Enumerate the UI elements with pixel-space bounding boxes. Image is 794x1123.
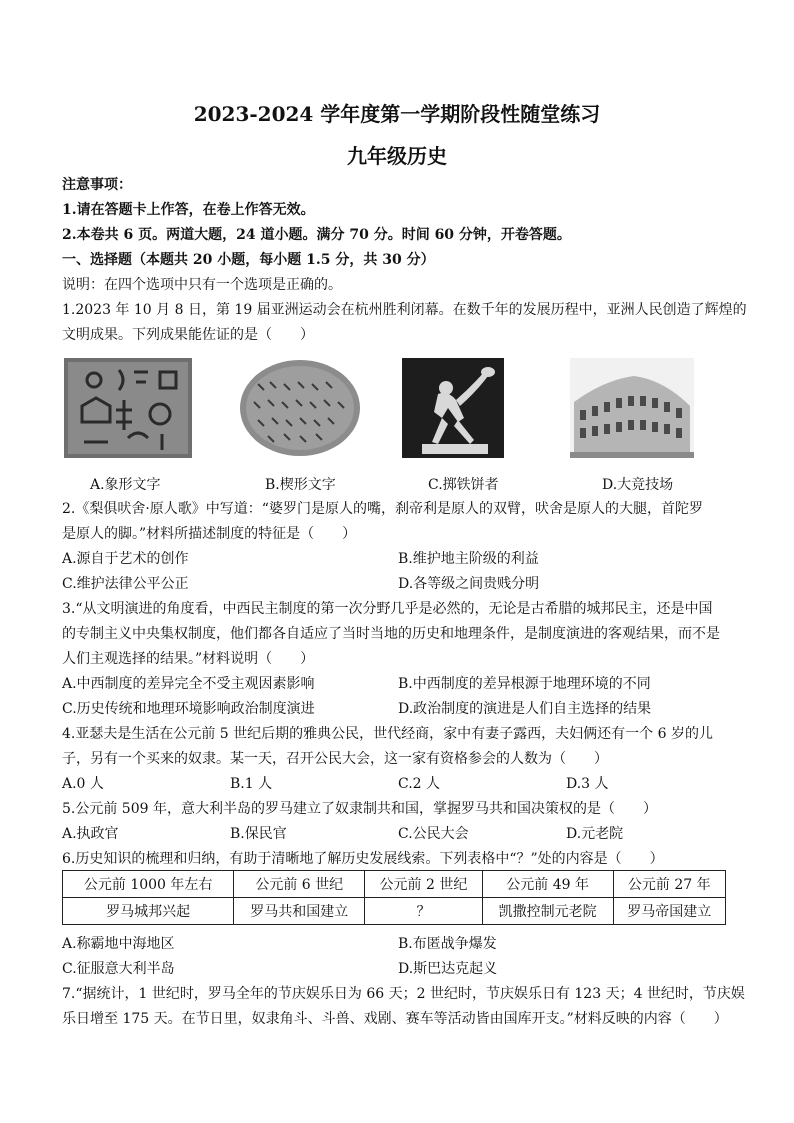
q3-line-3: 人们主观选择的结果。”材料说明（ ）: [62, 651, 315, 667]
q1-option-c: C.掷铁饼者: [428, 477, 499, 493]
cuneiform-tablet-icon: [236, 358, 364, 458]
section-instruction: 说明：在四个选项中只有一个选项是正确的。: [62, 277, 342, 293]
q4-line-1: 4.亚瑟夫是生活在公元前 5 世纪后期的雅典公民，世代经商，家中有妻子露西，夫妇俩还有一个 6 岁的儿: [62, 726, 713, 742]
q2-option-c: C.维护法律公平公正: [62, 576, 189, 592]
q2-option-b: B.维护地主阶级的利益: [398, 551, 539, 567]
notes-item-1: 1.请在答题卡上作答，在卷上作答无效。: [62, 202, 315, 218]
table-cell: 公元前 27 年: [613, 871, 725, 898]
table-row-events: [63, 898, 726, 925]
q3-option-d: D.政治制度的演进是人们自主选择的结果: [398, 701, 652, 717]
q3-option-c: C.历史传统和地理环境影响政治制度演进: [62, 701, 315, 717]
table-cell: 公元前 6 世纪: [234, 871, 365, 898]
q7-line-1: 7.“据统计，1 世纪时，罗马全年的节庆娱乐日为 66 天；2 世纪时，节庆娱乐日有 123 天；4 世纪时，节庆娱: [62, 986, 745, 1002]
q1-option-b: B.楔形文字: [265, 477, 336, 493]
hieroglyph-tablet-icon: [64, 358, 192, 458]
q4-option-d: D.3 人: [566, 776, 609, 792]
table-cell: 公元前 2 世纪: [365, 871, 482, 898]
discobolus-statue-icon: [402, 358, 504, 458]
table-cell: 罗马共和国建立: [234, 898, 365, 925]
table-cell: 罗马城邦兴起: [63, 898, 234, 925]
q1-line-1: 1.2023 年 10 月 8 日，第 19 届亚洲运动会在杭州胜利闭幕。在数千年的发展历程中，亚洲人民创造了辉煌的: [62, 302, 747, 318]
table-cell: 罗马帝国建立: [613, 898, 725, 925]
q5-option-d: D.元老院: [566, 826, 624, 842]
q5-line-1: 5.公元前 509 年，意大利半岛的罗马建立了奴隶制共和国，掌握罗马共和国决策权的是（ ）: [62, 801, 657, 817]
q3-option-b: B.中西制度的差异根源于地理环境的不同: [398, 676, 651, 692]
q7-line-2: 乐日增至 175 天。在节日里，奴隶角斗、斗兽、戏剧、赛车等活动皆由国库开支。”材料反映的内容（ ）: [62, 1011, 728, 1027]
section-heading: 一、选择题（本题共 20 小题，每小题 1.5 分，共 30 分）: [62, 252, 435, 268]
exam-title: 2023-2024 学年度第一学期阶段性随堂练习: [193, 102, 601, 126]
table-cell: 凯撒控制元老院: [482, 898, 613, 925]
q5-option-c: C.公民大会: [398, 826, 469, 842]
q2-line-1: 2.《梨俱吠舍·原人歌》中写道：“婆罗门是原人的嘴，刹帝利是原人的双臂，吠舍是原人的大腿，首陀罗: [62, 501, 703, 517]
q1-line-2: 文明成果。下列成果能佐证的是（ ）: [62, 327, 314, 343]
q5-option-a: A.执政官: [62, 826, 119, 842]
table-cell: 公元前 49 年: [482, 871, 613, 898]
table-cell: 公元前 1000 年左右: [63, 871, 234, 898]
q4-option-c: C.2 人: [398, 776, 441, 792]
exam-subtitle: 九年级历史: [347, 144, 447, 168]
q3-line-2: 的专制主义中央集权制度，他们都各自适应了当时当地的历史和地理条件，是制度演进的客观结果，而不是: [62, 626, 720, 642]
q6-option-a: A.称霸地中海地区: [62, 936, 175, 952]
q6-option-c: C.征服意大利半岛: [62, 961, 175, 977]
q6-line-1: 6.历史知识的梳理和归纳，有助于清晰地了解历史发展线索。下列表格中“？”处的内容是（ ）: [62, 851, 664, 867]
q6-option-b: B.布匿战争爆发: [398, 936, 497, 952]
table-row-header: [63, 871, 726, 898]
notes-heading: 注意事项：: [62, 177, 132, 193]
q4-option-b: B.1 人: [230, 776, 273, 792]
timeline-table: [62, 870, 726, 925]
q4-option-a: A.0 人: [62, 776, 104, 792]
q2-option-d: D.各等级之间贵贱分明: [398, 576, 540, 592]
notes-item-2: 2.本卷共 6 页。两道大题，24 道小题。满分 70 分。时间 60 分钟，开卷答题。: [62, 227, 571, 243]
q6-option-d: D.斯巴达克起义: [398, 961, 498, 977]
q3-line-1: 3.“从文明演进的角度看，中西民主制度的第一次分野几乎是必然的，无论是古希腊的城邦民主，还是中国: [62, 601, 713, 617]
colosseum-icon: [570, 358, 694, 458]
q2-option-a: A.源自于艺术的创作: [62, 551, 189, 567]
q2-line-2: 是原人的脚。”材料所描述制度的特征是（ ）: [62, 526, 357, 542]
table-cell: ？: [365, 898, 482, 925]
q1-option-d: D.大竞技场: [602, 477, 674, 493]
q5-option-b: B.保民官: [230, 826, 287, 842]
q4-line-2: 子，另有一个买来的奴隶。某一天，召开公民大会，这一家有资格参会的人数为（ ）: [62, 751, 608, 767]
q1-option-a: A.象形文字: [90, 477, 161, 493]
q3-option-a: A.中西制度的差异完全不受主观因素影响: [62, 676, 315, 692]
